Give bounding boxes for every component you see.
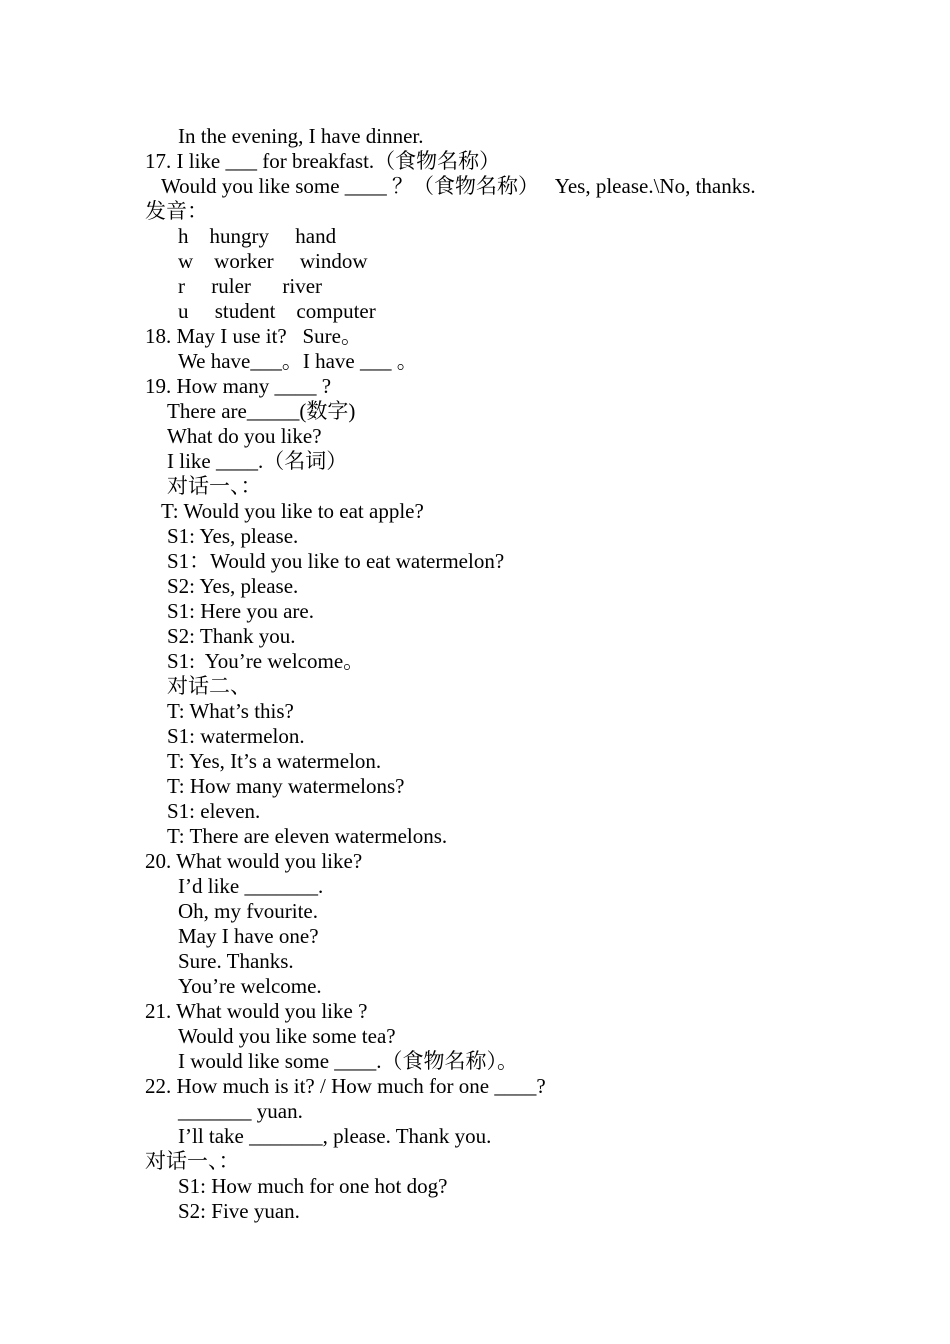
dialogue-heading: 对话一、： bbox=[167, 474, 262, 498]
section-heading: 发音： bbox=[145, 199, 208, 223]
question-17: 17. I like ___ for breakfast.（食物名称） bbox=[145, 149, 501, 173]
question-19: 19. How many ____ ? bbox=[145, 374, 332, 398]
dialogue-line: S2: Five yuan. bbox=[178, 1199, 300, 1223]
dialogue-line: S1: watermelon. bbox=[167, 724, 305, 748]
text-line: Oh, my fvourite. bbox=[178, 899, 318, 923]
phonics-row: r ruler river bbox=[178, 274, 323, 298]
dialogue-heading: 对话二、 bbox=[167, 674, 251, 698]
text-line: I’ll take _______, please. Thank you. bbox=[178, 1124, 492, 1148]
text-line: There are_____(数字) bbox=[167, 399, 356, 423]
dialogue-line: S1: Yes, please. bbox=[167, 524, 299, 548]
phonics-row: h hungry hand bbox=[178, 224, 337, 248]
text-line: In the evening, I have dinner. bbox=[178, 124, 424, 148]
dialogue-heading: 对话一、： bbox=[145, 1149, 240, 1173]
dialogue-line: S1: How much for one hot dog? bbox=[178, 1174, 448, 1198]
dialogue-line: T: There are eleven watermelons. bbox=[167, 824, 448, 848]
dialogue-line: S1: You’re welcome。 bbox=[167, 649, 365, 673]
phonics-row: u student computer bbox=[178, 299, 376, 323]
dialogue-line: S2: Yes, please. bbox=[167, 574, 299, 598]
dialogue-line: T: How many watermelons? bbox=[167, 774, 405, 798]
dialogue-line: T: What’s this? bbox=[167, 699, 294, 723]
dialogue-line: S1: Here you are. bbox=[167, 599, 314, 623]
question-22: 22. How much is it? / How much for one ____? bbox=[145, 1074, 546, 1098]
dialogue-line: T: Yes, It’s a watermelon. bbox=[167, 749, 382, 773]
text-line: I would like some ____.（食物名称）。 bbox=[178, 1049, 519, 1073]
text-line: You’re welcome. bbox=[178, 974, 322, 998]
question-18: 18. May I use it? Sure。 bbox=[145, 324, 362, 348]
text-line: Would you like some ____ ？（食物名称） Yes, please.\No, thanks. bbox=[161, 174, 756, 198]
text-line: I’d like _______. bbox=[178, 874, 324, 898]
phonics-row: w worker window bbox=[178, 249, 368, 273]
text-line: What do you like? bbox=[167, 424, 322, 448]
dialogue-line: S1: eleven. bbox=[167, 799, 261, 823]
text-line: Would you like some tea? bbox=[178, 1024, 396, 1048]
text-line: _______ yuan. bbox=[178, 1099, 303, 1123]
dialogue-line: S1：Would you like to eat watermelon? bbox=[167, 549, 505, 573]
dialogue-line: T: Would you like to eat apple? bbox=[161, 499, 424, 523]
text-line: Sure. Thanks. bbox=[178, 949, 294, 973]
question-20: 20. What would you like? bbox=[145, 849, 363, 873]
text-line: We have___。I have ___ 。 bbox=[178, 349, 418, 373]
dialogue-line: S2: Thank you. bbox=[167, 624, 296, 648]
text-line: I like ____.（名词） bbox=[167, 449, 348, 473]
text-line: May I have one? bbox=[178, 924, 319, 948]
question-21: 21. What would you like ? bbox=[145, 999, 368, 1023]
